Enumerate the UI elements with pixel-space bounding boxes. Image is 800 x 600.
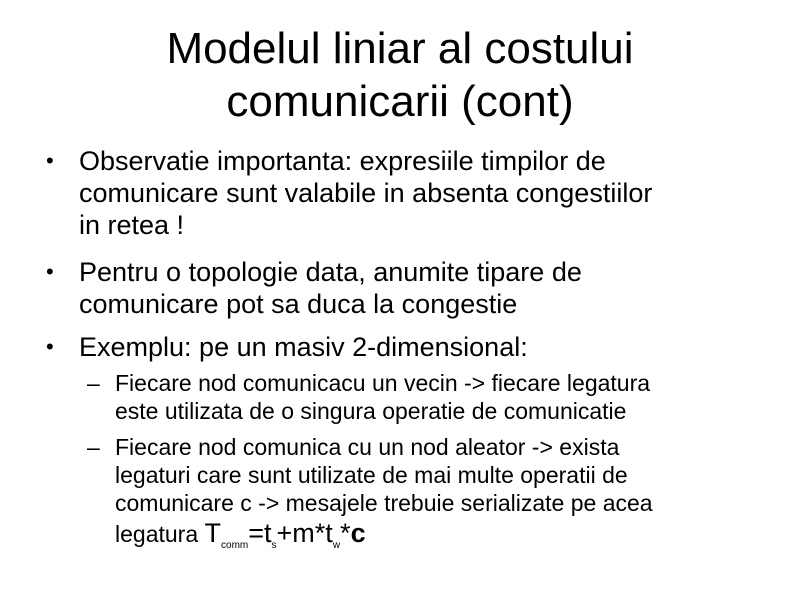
bullet-line: in retea !: [79, 210, 185, 240]
formula-plus-mt: +m*t: [276, 518, 333, 548]
subbullet-marker: –: [87, 434, 100, 460]
subbullet-line: este utilizata de o singura operatie de comunicatie: [115, 398, 627, 424]
formula-T: T: [204, 518, 222, 548]
formula-sub-w: w: [332, 540, 341, 551]
bullet-line: comunicare pot sa duca la congestie: [79, 289, 518, 319]
bullet-line: Pentru o topologie data, anumite tipare de: [79, 257, 582, 287]
title-line-2: comunicarii (cont): [226, 77, 574, 126]
formula-eq-t: =t: [248, 518, 272, 548]
subbullet-item: [87, 369, 765, 425]
bullet-item: [46, 256, 759, 320]
bullet-marker: •: [46, 148, 54, 173]
formula-prefix: legatura: [115, 521, 205, 547]
bullet-item: [46, 145, 759, 241]
bullet-marker: •: [46, 334, 54, 359]
subbullet-formula-line: [115, 519, 765, 560]
title-line-1: Modelul liniar al costului: [166, 24, 634, 73]
bullet-line: Observatie importanta: expresiile timpilor de: [79, 146, 606, 176]
slide-title: [0, 22, 800, 128]
subbullet-line: comunicare c -> mesajele trebuie serializate pe acea: [115, 490, 653, 516]
subbullet-marker: –: [87, 370, 100, 396]
subbullet-line: Fiecare nod comunica cu un nod aleator -> exista: [115, 434, 620, 460]
subbullet-item: [87, 433, 765, 560]
bullet-line: comunicare sunt valabile in absenta congestiilor: [79, 178, 653, 208]
subbullet-line: legaturi care sunt utilizate de mai multe operatii de: [115, 462, 628, 488]
formula-sub-comm: comm: [221, 540, 249, 551]
subbullet-line: Fiecare nod comunicacu un vecin -> fiecare legatura: [115, 370, 651, 396]
bullet-item: [46, 331, 759, 363]
formula-times: *: [340, 518, 351, 548]
formula-sub-s: s: [271, 540, 277, 551]
comm-time-formula: [204, 518, 366, 551]
bullet-marker: •: [46, 259, 54, 284]
formula-c: c: [350, 518, 366, 548]
bullet-line: Exemplu: pe un masiv 2-dimensional:: [79, 332, 528, 362]
